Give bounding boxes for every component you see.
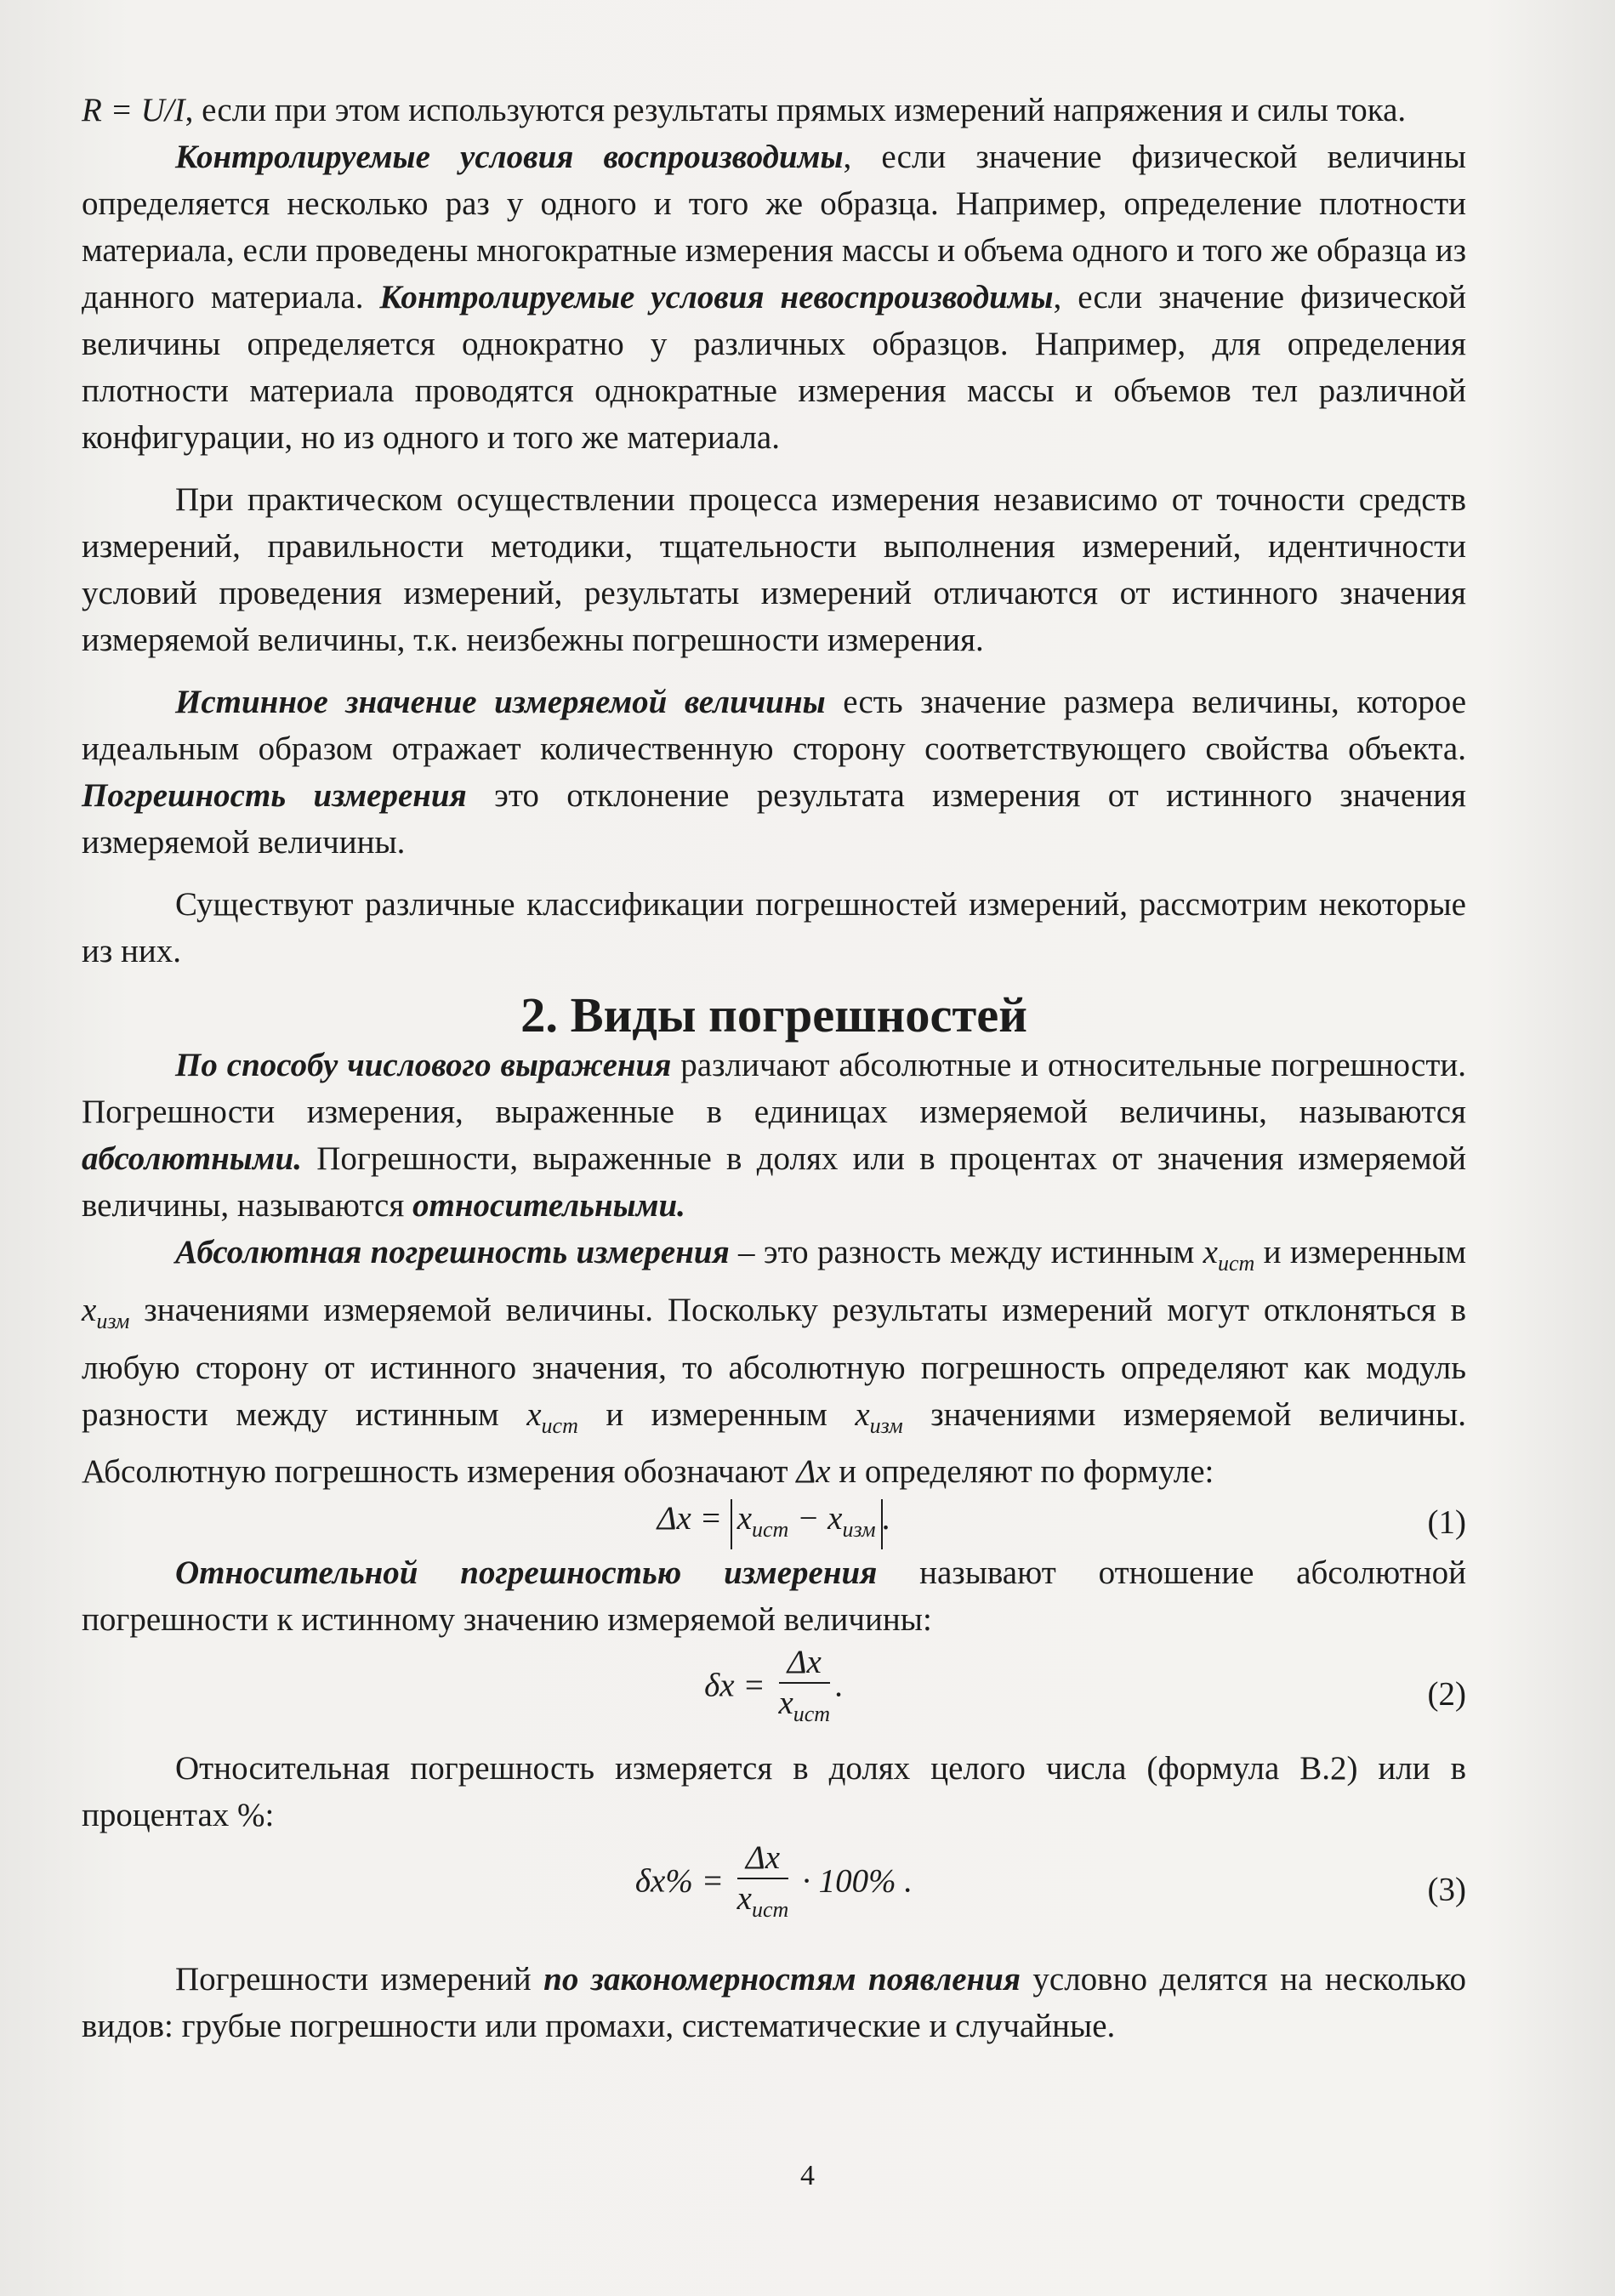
term: Контролируемые условия невоспроизводимы bbox=[379, 279, 1054, 315]
formula-rest: · 100% . bbox=[793, 1862, 913, 1900]
fraction-numerator: Δx bbox=[779, 1643, 830, 1684]
absolute-value bbox=[731, 1499, 883, 1549]
fraction-denominator bbox=[737, 1879, 789, 1929]
symbol-dx: Δx bbox=[796, 1453, 831, 1491]
formula-number: (3) bbox=[1427, 1871, 1466, 1908]
formula-3 bbox=[82, 1839, 1466, 1941]
text: условно делятся на несколько видов: грубые погрешности или промахи, систематические и случайные. bbox=[82, 1961, 1466, 2045]
paragraph-numeric-expression bbox=[82, 1042, 1466, 1229]
text: и определяют по формуле: bbox=[830, 1453, 1214, 1491]
var-x: x bbox=[526, 1395, 542, 1433]
term: по закономерностям появления bbox=[543, 1961, 1021, 1998]
term: Абсолютная погрешность измерения bbox=[175, 1234, 730, 1270]
paragraph-classifications: Существуют различные классификации погрешностей измерений, рассмотрим некоторые из них. bbox=[82, 886, 1466, 969]
sub-ist: ист bbox=[541, 1412, 578, 1438]
formula-lhs: Δx = bbox=[657, 1500, 731, 1537]
text: называют отношение абсолютной погрешности к истинному значению измеряемой величины: bbox=[82, 1554, 1467, 1639]
sub-izm: изм bbox=[96, 1308, 130, 1333]
text: значениями измеряемой величины. Абсолютную погрешность измерения обозначают bbox=[82, 1395, 1466, 1491]
text: , если при этом используются результаты прямых измерений напряжения и силы тока. bbox=[185, 92, 1407, 128]
text: это отклонение результата измерения от истинного значения измеряемой величины. bbox=[82, 777, 1466, 861]
term: абсолютными. bbox=[82, 1140, 303, 1177]
paragraph-relative-error bbox=[82, 1549, 1466, 1643]
var-x: x bbox=[736, 1880, 752, 1918]
formula-number: (1) bbox=[1427, 1503, 1466, 1541]
paragraph-practice: При практическом осуществлении процесса измерения независимо от точности средств измерений, правильности методики, тщательности выполнения измерений, идентичности условий проведения измерений, результаты измерений отличаются от истинного значения измеряемой величины, т.к. неизбежны погрешности измерения. bbox=[82, 481, 1466, 658]
formula-2 bbox=[82, 1643, 1466, 1745]
fraction-denominator bbox=[778, 1684, 830, 1734]
text: Погрешности, выраженные в долях или в процентах от значения измеряемой величины, называются bbox=[82, 1140, 1466, 1224]
formula-2-expression bbox=[704, 1643, 844, 1734]
sub-izm: изм bbox=[842, 1517, 876, 1543]
formula-lhs: δx% = bbox=[634, 1862, 732, 1900]
formula-1 bbox=[82, 1495, 1466, 1549]
term: относительными. bbox=[412, 1187, 685, 1224]
term: Истинное значение измеряемой величины bbox=[175, 684, 826, 720]
paragraph-true-value bbox=[82, 679, 1466, 866]
formula-number: (2) bbox=[1427, 1675, 1466, 1713]
period: . bbox=[835, 1667, 844, 1704]
formula-lhs: δx = bbox=[704, 1667, 774, 1704]
text: Погрешности измерений bbox=[175, 1961, 544, 1998]
text: и измеренным bbox=[577, 1395, 856, 1433]
text: , если значение физической величины определяется несколько раз у одного и того же образца. Например, определение плотности материала, если проведены многократные измерения массы и объема одного и того же образца из данного материала. bbox=[82, 139, 1467, 315]
sub-ist: ист bbox=[752, 1517, 789, 1543]
var-x: x bbox=[827, 1500, 843, 1537]
paragraph-absolute-error bbox=[82, 1229, 1466, 1495]
formula-3-expression bbox=[635, 1839, 913, 1929]
page-body bbox=[82, 87, 1466, 2049]
var-x: x bbox=[82, 1291, 97, 1328]
page-number: 4 bbox=[800, 2160, 815, 2191]
sub-izm: изм bbox=[869, 1412, 903, 1438]
text: – это разность между истинным bbox=[729, 1234, 1203, 1270]
formula-1-expression bbox=[657, 1495, 891, 1549]
sub-ist: ист bbox=[751, 1897, 789, 1923]
fraction bbox=[778, 1643, 830, 1734]
term: Контролируемые условия воспроизводимы bbox=[175, 139, 844, 175]
period: . bbox=[882, 1500, 891, 1537]
minus: − bbox=[788, 1500, 828, 1537]
term: По способу числового выражения bbox=[175, 1047, 672, 1083]
paragraph-relative-percent: Относительная погрешность измеряется в долях целого числа (формула В.2) или в процентах %: bbox=[82, 1750, 1466, 1834]
fraction-numerator: Δx bbox=[737, 1839, 788, 1879]
text: есть значение размера величины, которое идеальным образом отражает количественную сторону соответствующего свойства объекта. bbox=[82, 684, 1467, 767]
fraction bbox=[737, 1839, 789, 1929]
section-heading: 2. Виды погрешностей bbox=[520, 987, 1027, 1043]
text: значениями измеряемой величины. Поскольку результаты измерений могут отклоняться в любую сторону от истинного значения, то абсолютную погрешность определяют как модуль разности между истинным bbox=[82, 1291, 1466, 1433]
term: Погрешность измерения bbox=[82, 777, 467, 814]
term: Относительной погрешностью измерения bbox=[175, 1554, 878, 1592]
text: , если значение физической величины определяется однократно у различных образцов. Например, для определения плотности материала проводятся однократные измерения массы и объемов тел различной конфигурации, но из одного и того же материала. bbox=[82, 279, 1466, 456]
paragraph-conditions bbox=[82, 134, 1466, 461]
var-x: x bbox=[778, 1685, 793, 1722]
sub-ist: ист bbox=[793, 1702, 831, 1727]
text: и измеренным bbox=[1254, 1234, 1467, 1270]
formula-ohm: R = U/I bbox=[82, 92, 185, 128]
var-x: x bbox=[855, 1395, 870, 1433]
var-x: x bbox=[736, 1500, 753, 1537]
sub-ist: ист bbox=[1217, 1250, 1255, 1276]
paragraph-error-types bbox=[82, 1956, 1466, 2049]
paragraph-intro bbox=[82, 87, 1466, 134]
var-x: x bbox=[1203, 1234, 1218, 1270]
text: различают абсолютные и относительные погрешности. Погрешности измерения, выраженные в единицах измеряемой величины, называются bbox=[82, 1047, 1466, 1130]
